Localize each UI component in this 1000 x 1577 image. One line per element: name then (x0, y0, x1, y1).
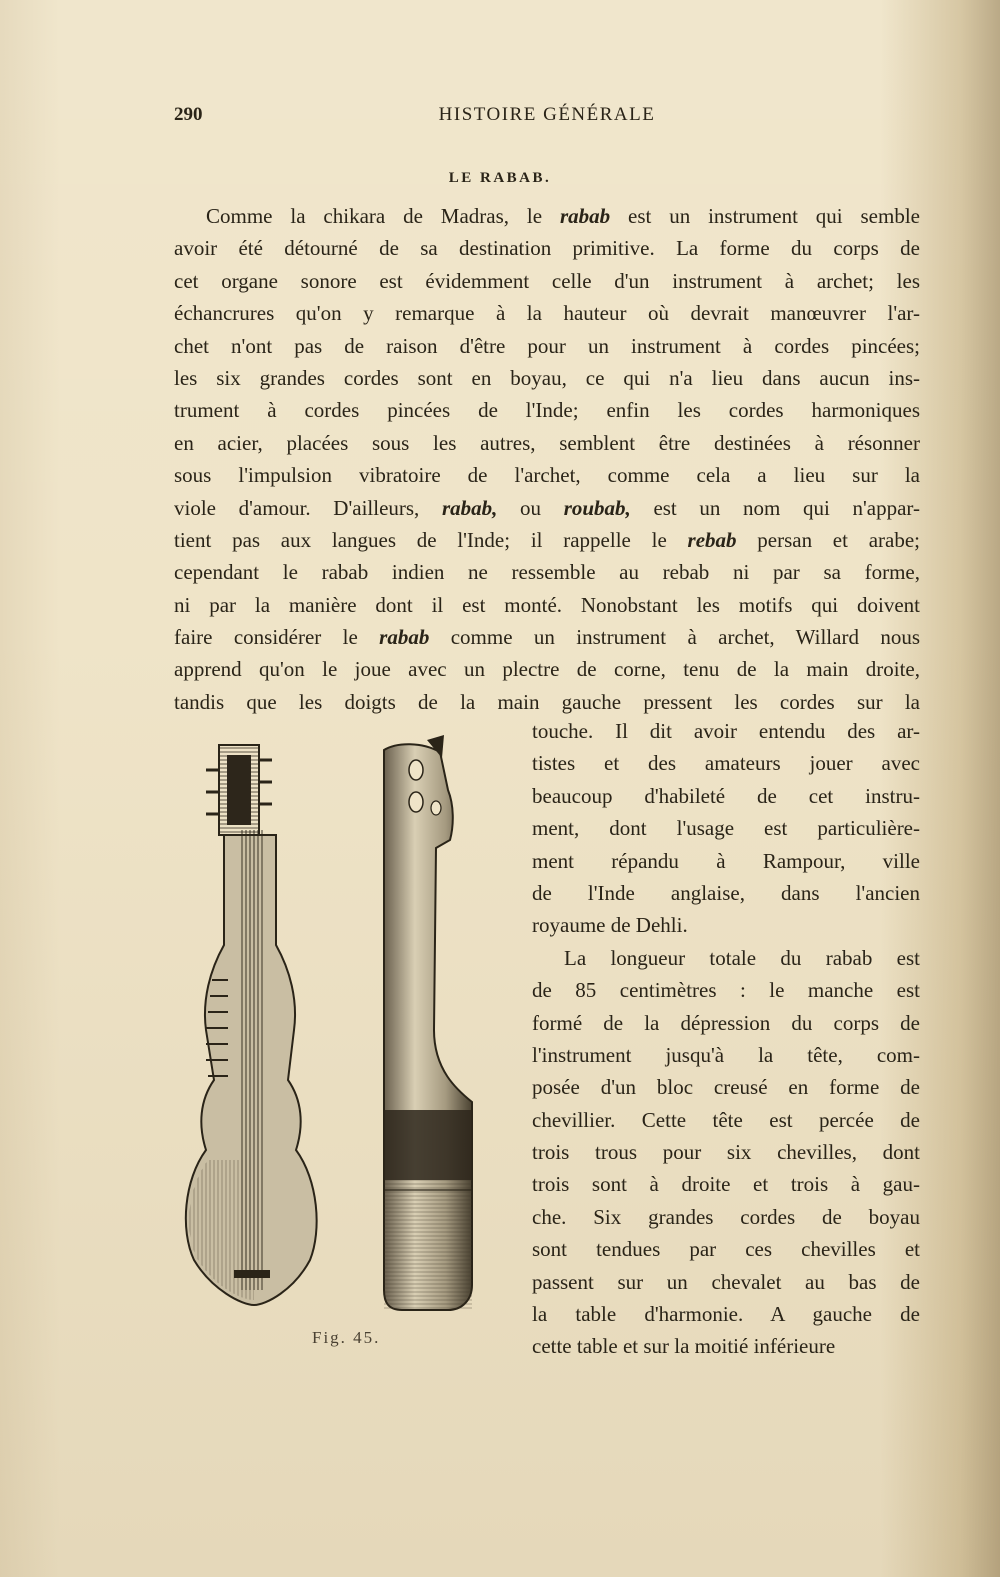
text-line: sont tendues par ces chevilles et (532, 1237, 920, 1262)
rabab-front-view (186, 745, 317, 1305)
text-line: la table d'harmonie. A gauche de (532, 1302, 920, 1327)
text-line: formé de la dépression du corps de (532, 1010, 920, 1035)
text-line: en acier, placées sous les autres, semblent être destinées à résonner (174, 430, 920, 455)
text-line: trois trous pour six chevilles, dont (532, 1140, 920, 1165)
text-line: l'instrument jusqu'à la tête, com- (532, 1042, 920, 1067)
text-line: royaume de Dehli. (532, 913, 688, 938)
text-line: les six grandes cordes sont en boyau, ce qui n'a lieu dans aucun ins- (174, 365, 920, 390)
text-line: de l'Inde anglaise, dans l'ancien (532, 880, 920, 905)
text-line: de 85 centimètres : le manche est (532, 978, 920, 1003)
text-line: La longueur totale du rabab est (564, 945, 920, 970)
rabab-side-view (384, 735, 472, 1310)
body-text-full-width (174, 200, 920, 718)
text-line: cependant le rabab indien ne ressemble au rebab ni par sa forme, (174, 560, 920, 585)
text-line: cet organe sonore est évidemment celle d'un instrument à archet; les (174, 268, 920, 293)
text-line: beaucoup d'habileté de cet instru- (532, 783, 920, 808)
running-head-title: HISTOIRE GÉNÉRALE (438, 104, 656, 125)
text-line: chet n'ont pas de raison d'être pour un instrument à cordes pincées; (174, 333, 920, 358)
text-line: apprend qu'on le joue avec un plectre de corne, tenu de la main droite, (174, 657, 920, 682)
text-line: tient pas aux langues de l'Inde; il rappelle le rebab persan et arabe; (174, 527, 920, 552)
italic-term: roubab, (563, 495, 631, 520)
body-text-column (532, 715, 920, 1363)
text-line: che. Six grandes cordes de boyau (532, 1204, 920, 1229)
text-line: faire considérer le rabab comme un instrument à archet, Willard nous (174, 625, 920, 650)
text-line: viole d'amour. D'ailleurs, rabab, ou roubab, est un nom qui n'appar- (174, 495, 920, 520)
figure-rabab (172, 730, 522, 1370)
text-line: ment répandu à Rampour, ville (532, 848, 920, 873)
running-head (174, 104, 920, 132)
text-line: tandis que les doigts de la main gauche pressent les cordes sur la (174, 689, 920, 714)
text-line: trois sont à droite et trois à gau- (532, 1172, 920, 1197)
text-line: ment, dont l'usage est particulière- (532, 816, 920, 841)
rabab-illustration (172, 730, 522, 1330)
page-number: 290 (174, 104, 203, 125)
figure-caption: Fig. 45. (312, 1328, 381, 1347)
text-line: Comme la chikara de Madras, le rabab est un instrument qui semble (206, 204, 920, 228)
text-line: trument à cordes pincées de l'Inde; enfin les cordes harmoniques (174, 398, 920, 423)
text-line: avoir été détourné de sa destination primitive. La forme du corps de (174, 236, 920, 261)
italic-term: rabab (379, 625, 430, 650)
text-line: tistes et des amateurs jouer avec (532, 751, 920, 776)
text-line: touche. Il dit avoir entendu des ar- (532, 719, 920, 743)
text-line: ni par la manière dont il est monté. Nonobstant les motifs qui doivent (174, 592, 920, 617)
text-line: posée d'un bloc creusé en forme de (532, 1075, 920, 1100)
text-line: cette table et sur la moitié inférieure (532, 1334, 836, 1359)
italic-term: rebab (687, 527, 737, 552)
italic-term: rabab, (441, 495, 498, 520)
italic-term: rabab (559, 204, 611, 228)
section-title: LE RABAB. (448, 170, 552, 186)
text-line: chevillier. Cette tête est percée de (532, 1107, 920, 1132)
text-line: sous l'impulsion vibratoire de l'archet, comme cela a lieu sur la (174, 463, 920, 488)
text-line: échancrures qu'on y remarque à la hauteur où devrait manœuvrer l'ar- (174, 301, 920, 326)
text-line: passent sur un chevalet au bas de (532, 1269, 920, 1294)
